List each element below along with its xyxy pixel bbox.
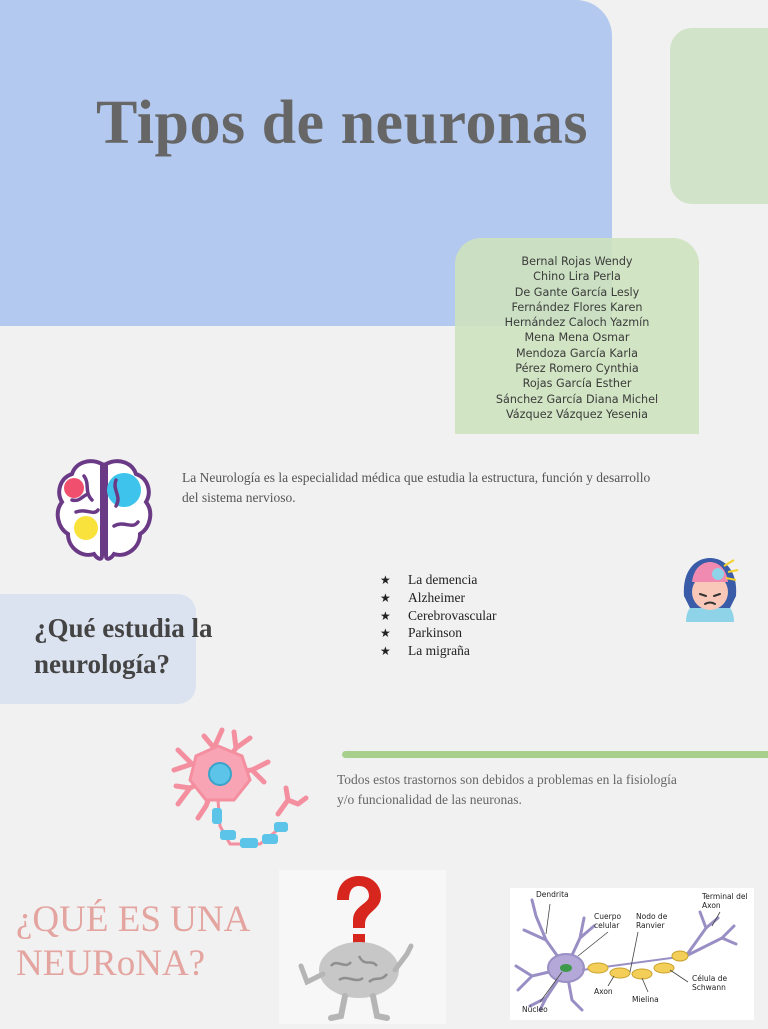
question-line: ¿Qué estudia la	[34, 613, 213, 643]
star-bullet-icon: ★	[380, 608, 391, 623]
neuron-icon	[170, 726, 312, 854]
label-terminal-axon: Terminal del Axon	[702, 892, 748, 910]
brain-question-picture	[279, 870, 446, 1024]
list-item: ★ Parkinson	[380, 624, 496, 642]
star-bullet-icon: ★	[380, 644, 391, 659]
list-item: ★ Alzheimer	[380, 589, 496, 607]
headache-person-icon	[680, 556, 740, 626]
author-name: Chino Lira Perla	[533, 270, 621, 284]
label-dendrita: Dendrita	[536, 890, 569, 899]
neuron-question-heading	[16, 898, 250, 986]
label-cuerpo-celular: Cuerpo celular	[594, 912, 622, 930]
heading-line: ¿QUÉ ES UNA	[16, 899, 251, 940]
page-title: Tipos de neuronas	[96, 89, 589, 157]
disease-list	[380, 571, 496, 660]
label-nodo-ranvier: Nodo de Ranvier	[636, 912, 668, 930]
neuron-anatomy-diagram	[510, 888, 754, 1020]
author-name: Sánchez García Diana Michel	[495, 392, 659, 406]
label-mielina: Mielina	[632, 995, 659, 1004]
star-bullet-icon: ★	[380, 590, 391, 605]
neurology-definition: La Neurología es la especialidad médica que estudia la estructura, función y desarrollo del sistema nervioso.	[182, 470, 651, 505]
author-name: Hernández Caloch Yazmín	[504, 316, 650, 330]
neurology-question	[34, 610, 213, 682]
divider-line	[342, 751, 768, 758]
author-name: Mendoza García Karla	[516, 346, 638, 360]
label-nucleo: Núcleo	[522, 1005, 548, 1014]
list-item: ★ Cerebrovascular	[380, 607, 496, 625]
authors-list	[455, 238, 699, 434]
heading-line: NEURoNA?	[16, 943, 206, 984]
brain-icon	[54, 456, 154, 564]
author-name: Mena Mena Osmar	[524, 331, 630, 345]
question-mark-brain-icon	[279, 870, 446, 1024]
star-bullet-icon: ★	[380, 573, 391, 587]
author-name: Vázquez Vázquez Yesenia	[505, 407, 649, 421]
author-name: Fernández Flores Karen	[511, 300, 643, 314]
label-celula-schwann: Célula de Schwann	[692, 974, 728, 992]
question-line: neurología?	[34, 649, 171, 679]
list-item: ★ La migraña	[380, 642, 496, 660]
author-name: Pérez Romero Cynthia	[515, 362, 639, 376]
list-item: ★ La demencia	[380, 571, 496, 589]
decor-green-block	[670, 28, 768, 204]
author-name: Rojas García Esther	[522, 377, 632, 391]
star-bullet-icon: ★	[380, 626, 391, 641]
disorders-explanation: Todos estos trastornos son debidos a problemas en la fisiología y/o funcionalidad de las neuronas.	[337, 772, 677, 807]
label-axon: Axon	[594, 987, 613, 996]
author-name: Bernal Rojas Wendy	[521, 255, 633, 268]
author-name: De Gante García Lesly	[514, 285, 640, 299]
